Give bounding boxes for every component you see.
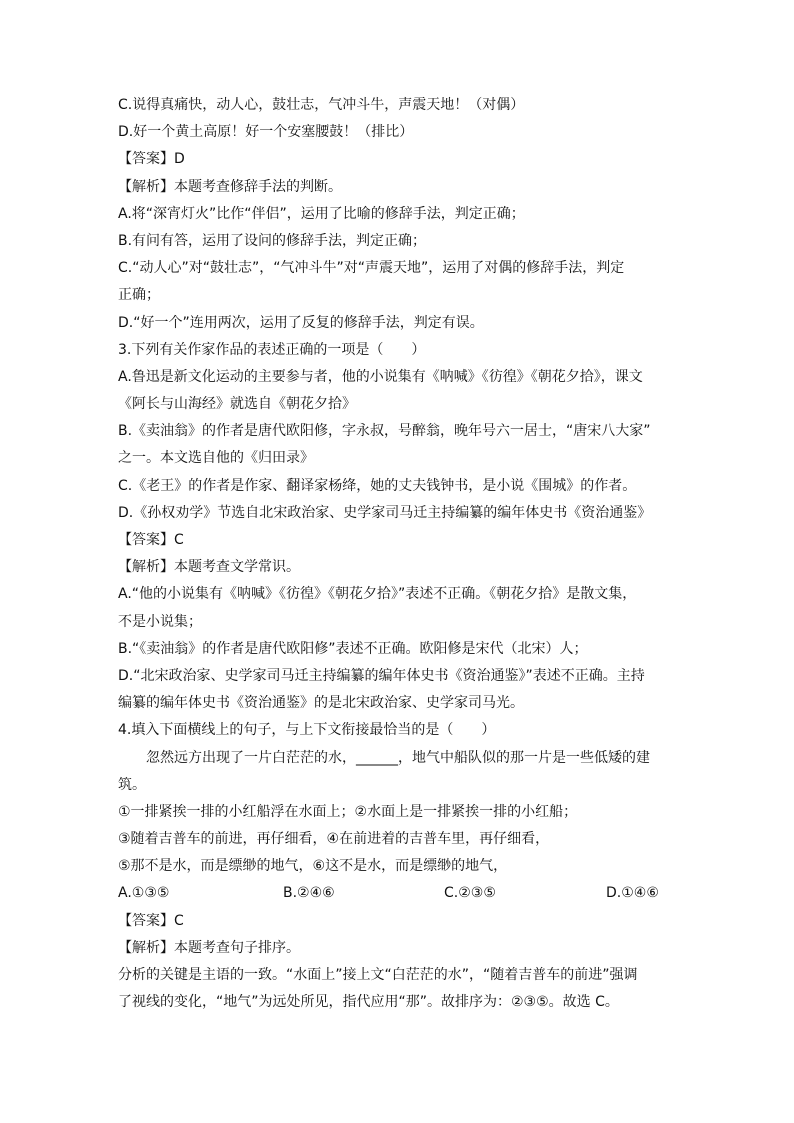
- q4-choice-1-2: ①一排紧挨一排的小红船浮在水面上；②水面上是一排紧挨一排的小红船；: [118, 803, 578, 820]
- q3-analysis-a: A.“他的小说集有《呐喊》《彷徨》《朝花夕拾》”表述不正确。《朝花夕拾》是散文集，: [118, 586, 637, 603]
- question-3-stem: 3.下列有关作家作品的表述正确的一项是（ ）: [118, 341, 426, 358]
- analysis-a-line: A.将“深宵灯火”比作“伴侣”，运用了比喻的修辞手法，判定正确；: [118, 205, 525, 222]
- q4-analysis-body: 分析的关键是主语的一致。“水面上”接上文“白茫茫的水”，“随着吉普车的前进”强调: [118, 967, 638, 983]
- question-4-stem: 4.填入下面横线上的句子，与上下文衔接最恰当的是（ ）: [118, 722, 496, 739]
- q3-analysis: 【解析】本题考查文学常识。: [118, 559, 300, 576]
- q3-option-b: B.《卖油翁》的作者是唐代欧阳修，字永叔，号醉翁，晚年号六一居士，“唐宋八大家”: [118, 423, 651, 440]
- q3-option-a: A.鲁迅是新文化运动的主要参与者，他的小说集有《呐喊》《彷徨》《朝花夕拾》，课文: [118, 368, 643, 385]
- analysis-b-line: B.有问有答，运用了设问的修辞手法，判定正确；: [118, 232, 427, 249]
- q3-option-a-cont: 《阿长与山海经》就选自《朝花夕拾》: [118, 396, 356, 413]
- q4-option-d: D.①④⑥: [606, 885, 659, 902]
- analysis-c-line-cont: 正确；: [118, 287, 160, 304]
- option-d-line: D.好一个黄土高原！好一个安塞腰鼓！（排比）: [118, 124, 414, 141]
- q4-choice-5-6: ⑤那不是水，而是缥缈的地气，⑥这不是水，而是缥缈的地气，: [118, 858, 508, 875]
- analysis-c-line: C.“动人心”对“鼓壮志”，“气冲斗牛”对“声震天地”，运用了对偶的修辞手法，判定: [118, 260, 625, 277]
- q4-options: [118, 880, 678, 907]
- q3-analysis-b: B.“《卖油翁》的作者是唐代欧阳修”表述不正确。欧阳修是宋代（北宋）人；: [118, 640, 588, 657]
- analysis-d-line: D.“好一个”连用两次，运用了反复的修辞手法，判定有误。: [118, 314, 484, 331]
- q3-analysis-a-cont: 不是小说集；: [118, 613, 202, 630]
- document-page: [118, 92, 678, 1016]
- q4-analysis-body-cont: 了视线的变化，“地气”为远处所见，指代应用“那”。故排序为：②③⑤。故选 C。: [118, 994, 619, 1011]
- q3-answer: 【答案】C: [118, 532, 184, 548]
- q4-option-c: C.②③⑤: [444, 885, 496, 902]
- q3-option-c: C.《老王》的作者是作家、翻译家杨绛，她的丈夫钱钟书，是小说《围城》的作者。: [118, 477, 637, 494]
- q4-choice-3-4: ③随着吉普车的前进，再仔细看，④在前进着的吉普车里，再仔细看，: [118, 831, 550, 848]
- q3-option-b-cont: 之一。本文选自他的《归田录》: [118, 450, 314, 467]
- q3-analysis-d-cont: 编纂的编年体史书《资治通鉴》的是北宋政治家、史学家司马光。: [118, 695, 524, 712]
- q4-option-b: B.②④⑥: [283, 885, 335, 902]
- analysis-line: 【解析】本题考查修辞手法的判断。: [118, 178, 342, 195]
- q4-answer: 【答案】C: [118, 912, 184, 929]
- q3-option-d: D.《孙权劝学》节选自北宋政治家、史学家司马迁主持编纂的编年体史书《资治通鉴》: [118, 504, 652, 521]
- q4-passage: 忽然远方出现了一片白茫茫的水，______，地气中船队似的那一片是一些低矮的建: [146, 749, 650, 766]
- option-c-line: C.说得真痛快，动人心，鼓壮志，气冲斗牛，声震天地！（对偶）: [118, 97, 525, 113]
- q4-option-a: A.①③⑤: [118, 885, 170, 902]
- q3-analysis-d: D.“北宋政治家、史学家司马迁主持编纂的编年体史书《资治通鉴》”表述不正确。主持: [118, 667, 645, 684]
- q4-passage-cont: 筑。: [118, 776, 146, 793]
- answer-line: 【答案】D: [118, 151, 185, 168]
- q4-analysis: 【解析】本题考查句子排序。: [118, 939, 300, 956]
